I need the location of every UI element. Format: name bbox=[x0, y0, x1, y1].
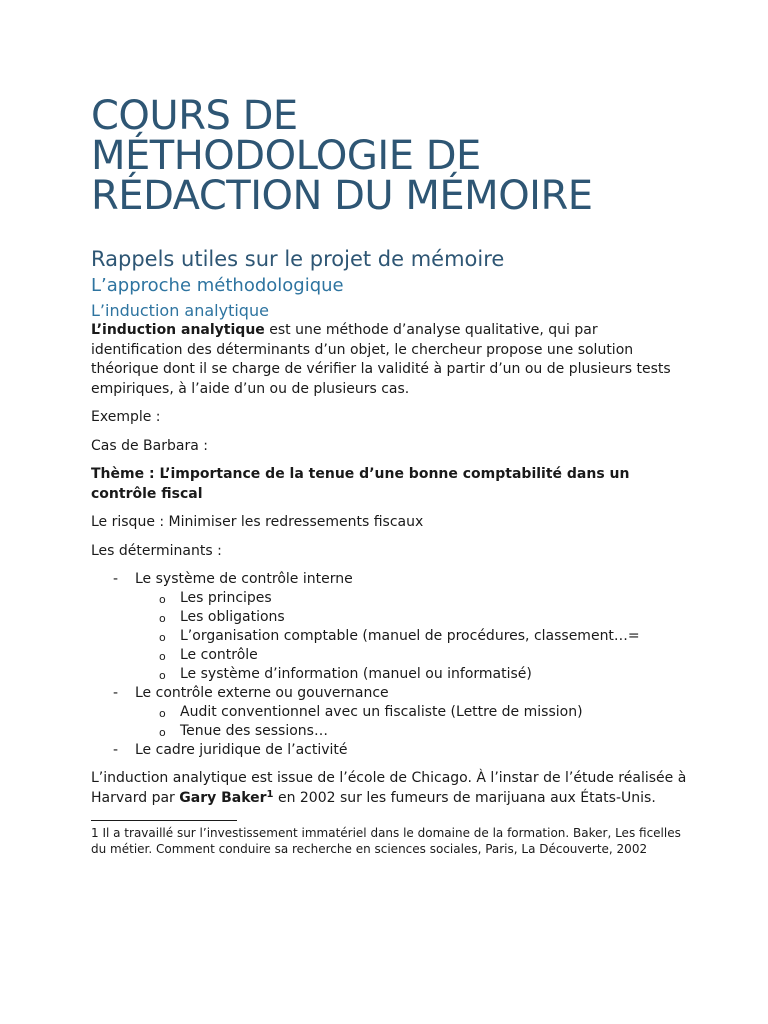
dash-bullet: - bbox=[113, 742, 119, 758]
list-item bbox=[91, 684, 691, 741]
sub-list-item-label: Le contrôle bbox=[180, 647, 258, 663]
closing-paragraph bbox=[91, 769, 691, 808]
theme-paragraph: Thème : L’importance de la tenue d’une bonne comptabilité dans un contrôle fiscal bbox=[91, 466, 630, 502]
list-item bbox=[91, 741, 691, 760]
sub-list-item bbox=[135, 608, 691, 627]
sub-list-item bbox=[135, 665, 691, 684]
footnote-reference[interactable]: 1 bbox=[266, 788, 274, 800]
case-label: Cas de Barbara : bbox=[91, 437, 208, 454]
sub-list-item bbox=[135, 703, 691, 722]
circle-bullet: o bbox=[159, 631, 166, 644]
sub-list-item-label: L’organisation comptable (manuel de procédures, classement…= bbox=[180, 628, 640, 644]
example-label: Exemple : bbox=[91, 409, 161, 425]
determinants-label: Les déterminants : bbox=[91, 542, 222, 559]
intro-paragraph bbox=[91, 321, 691, 399]
footnote: 1 Il a travaillé sur l’investissement immatériel dans le domaine de la formation. Baker, Les ficelles du métier. Comment conduire sa recherche en sciences sociales, Paris, La Découverte, 2002 bbox=[91, 826, 681, 856]
sub-list-item bbox=[135, 589, 691, 608]
circle-bullet: o bbox=[159, 669, 166, 682]
heading-level-1: Rappels utiles sur le projet de mémoire bbox=[91, 247, 505, 271]
sub-list bbox=[135, 589, 691, 684]
footnote-separator bbox=[91, 820, 237, 821]
circle-bullet: o bbox=[159, 726, 166, 739]
closing-text: L’induction analytique est issue de l’école de Chicago. À l’instar de l’étude réalisée à Harvard par bbox=[91, 770, 687, 806]
title-line: RÉDACTION DU MÉMOIRE bbox=[91, 173, 593, 219]
sub-list-item-label: Les obligations bbox=[180, 609, 285, 625]
circle-bullet: o bbox=[159, 650, 166, 663]
sub-list-item-label: Le système d’information (manuel ou informatisé) bbox=[180, 666, 532, 682]
sub-list-item-label: Les principes bbox=[180, 590, 272, 606]
list-item bbox=[91, 570, 691, 684]
dash-bullet: - bbox=[113, 571, 119, 587]
determinants-list bbox=[91, 570, 691, 760]
intro-bold-term: L’induction analytique bbox=[91, 322, 265, 338]
list-item-label: Le contrôle externe ou gouvernance bbox=[135, 685, 389, 701]
circle-bullet: o bbox=[159, 707, 166, 720]
heading-level-3: L’induction analytique bbox=[91, 301, 269, 320]
sub-list bbox=[135, 703, 691, 741]
document-title bbox=[91, 93, 691, 219]
sub-list-item-label: Tenue des sessions… bbox=[180, 723, 328, 739]
sub-list-item bbox=[135, 722, 691, 741]
intro-text: est une méthode d’analyse qualitative, qui par identification des déterminants d’un objet, le chercheur propose une solution théorique dont il se charge de vérifier la validité à partir d’un ou de plusieurs tests empiriques, à l’aide d’un ou de plusieurs cas. bbox=[91, 322, 671, 397]
circle-bullet: o bbox=[159, 612, 166, 625]
list-item-label: Le cadre juridique de l’activité bbox=[135, 742, 348, 758]
author-name: Gary Baker bbox=[179, 789, 267, 806]
circle-bullet: o bbox=[159, 593, 166, 606]
title-line: MÉTHODOLOGIE DE bbox=[91, 133, 481, 179]
heading-level-2: L’approche méthodologique bbox=[91, 275, 344, 296]
sub-list-item-label: Audit conventionnel avec un fiscaliste (Lettre de mission) bbox=[180, 704, 583, 720]
list-item-label: Le système de contrôle interne bbox=[135, 571, 353, 587]
dash-bullet: - bbox=[113, 685, 119, 701]
risk-paragraph: Le risque : Minimiser les redressements fiscaux bbox=[91, 514, 424, 530]
title-line: COURS DE bbox=[91, 93, 298, 139]
sub-list-item bbox=[135, 646, 691, 665]
sub-list-item bbox=[135, 627, 691, 646]
closing-text: en 2002 sur les fumeurs de marijuana aux États-Unis. bbox=[273, 789, 656, 806]
document-page bbox=[91, 93, 691, 857]
